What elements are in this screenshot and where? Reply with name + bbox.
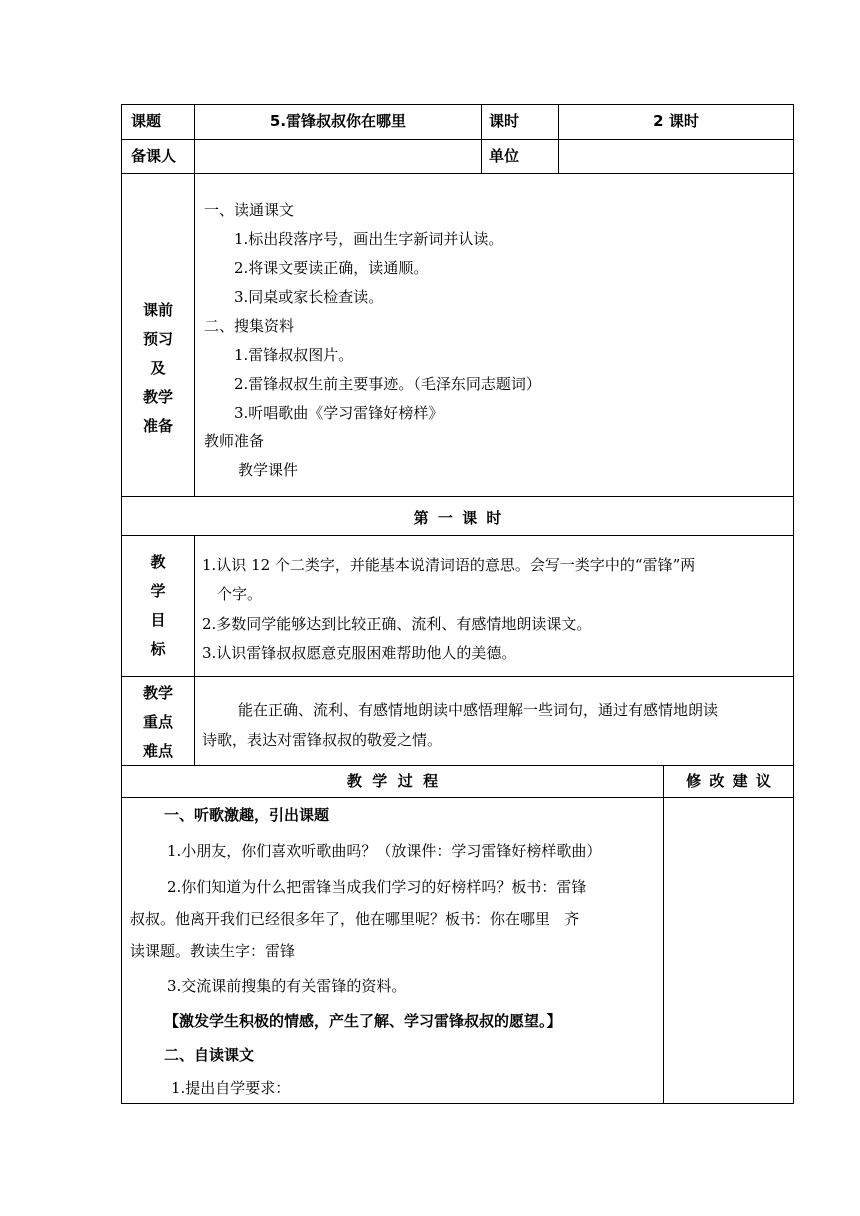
table-rule xyxy=(121,173,794,174)
suggest-header: 修 改 建 议 xyxy=(686,772,771,790)
unit-label: 单位 xyxy=(489,147,520,165)
goals-label-line: 教 xyxy=(150,553,166,571)
keypoints-label-line: 教学 xyxy=(142,684,173,702)
goal-item: 2.多数同学能够达到比较正确、流利、有感情地朗读课文。 xyxy=(202,615,592,633)
goals-label xyxy=(122,548,194,664)
goal-item: 3.认识雷锋叔叔愿意克服困难帮助他人的美德。 xyxy=(202,644,517,662)
prep-heading: 二、搜集资料 xyxy=(204,317,295,335)
process-text: 读课题。教读生字：雷锋 xyxy=(130,942,296,960)
table-rule xyxy=(121,765,794,766)
preparer-label: 备课人 xyxy=(131,147,177,165)
hours-value: 2 课时 xyxy=(653,112,699,130)
prep-label-line: 教学 xyxy=(142,388,173,406)
prep-label xyxy=(122,296,194,441)
lesson-title: 第 一 课 时 xyxy=(413,509,502,527)
topic-label: 课题 xyxy=(131,112,162,130)
prep-label-line: 预习 xyxy=(142,330,173,348)
goal-item: 1.认识 12 个二类字，并能基本说清词语的意思。会写一类字中的“雷锋”两 xyxy=(202,556,696,574)
process-heading: 二、自读课文 xyxy=(164,1046,255,1064)
goal-item: 个字。 xyxy=(217,585,263,603)
keypoints-label xyxy=(122,679,194,766)
table-rule xyxy=(121,676,794,677)
table-rule xyxy=(663,765,664,1103)
prep-item: 3.同桌或家长检查读。 xyxy=(234,288,384,306)
process-text: 1.小朋友，你们喜欢听歌曲吗？（放课件：学习雷锋好榜样歌曲） xyxy=(167,842,602,860)
table-border-bottom xyxy=(121,1103,794,1104)
prep-label-line: 及 xyxy=(150,359,166,377)
table-rule xyxy=(121,139,794,140)
process-text: 3.交流课前搜集的有关雷锋的资料。 xyxy=(167,977,407,995)
keypoints-label-line: 难点 xyxy=(142,742,173,760)
prep-heading: 教师准备 xyxy=(204,432,265,450)
goals-label-line: 目 xyxy=(150,611,166,629)
table-rule xyxy=(194,535,195,765)
process-note: 【激发学生积极的情感，产生了解、学习雷锋叔叔的愿望。】 xyxy=(164,1012,562,1030)
process-text: 1.提出自学要求： xyxy=(171,1079,291,1097)
prep-label-line: 准备 xyxy=(142,417,173,435)
table-rule xyxy=(121,797,794,798)
goals-label-line: 标 xyxy=(150,640,166,658)
prep-item: 2.将课文要读正确，读通顺。 xyxy=(234,259,429,277)
prep-item: 3.听唱歌曲《学习雷锋好榜样》 xyxy=(234,404,444,422)
table-rule xyxy=(481,104,482,173)
keypoints-text: 诗歌，表达对雷锋叔叔的敬爱之情。 xyxy=(202,731,443,749)
process-heading: 一、听歌激趣，引出课题 xyxy=(164,806,330,824)
prep-item: 1.雷锋叔叔图片。 xyxy=(234,346,354,364)
topic-value: 5.雷锋叔叔你在哪里 xyxy=(269,112,407,130)
table-border-right xyxy=(793,104,794,1104)
keypoints-text: 能在正确、流利、有感情地朗读中感悟理解一些词句，通过有感情地朗读 xyxy=(238,701,719,719)
process-header: 教 学 过 程 xyxy=(346,772,439,790)
table-rule xyxy=(121,535,794,536)
process-text: 叔叔。他离开我们已经很多年了，他在哪里呢？板书：你在哪里 齐 xyxy=(130,910,580,928)
prep-item: 2.雷锋叔叔生前主要事迹。（毛泽东同志题词） xyxy=(234,375,541,393)
prep-heading: 一、读通课文 xyxy=(204,201,295,219)
process-text: 2.你们知道为什么把雷锋当成我们学习的好榜样吗？板书：雷锋 xyxy=(167,878,587,896)
table-border-top xyxy=(121,104,794,105)
table-rule xyxy=(121,496,794,497)
table-rule xyxy=(194,104,195,496)
prep-label-line: 课前 xyxy=(142,301,173,319)
hours-label: 课时 xyxy=(489,112,520,130)
prep-item: 教学课件 xyxy=(238,461,299,479)
keypoints-label-line: 重点 xyxy=(142,713,173,731)
prep-item: 1.标出段落序号，画出生字新词并认读。 xyxy=(234,230,504,248)
goals-label-line: 学 xyxy=(150,582,166,600)
